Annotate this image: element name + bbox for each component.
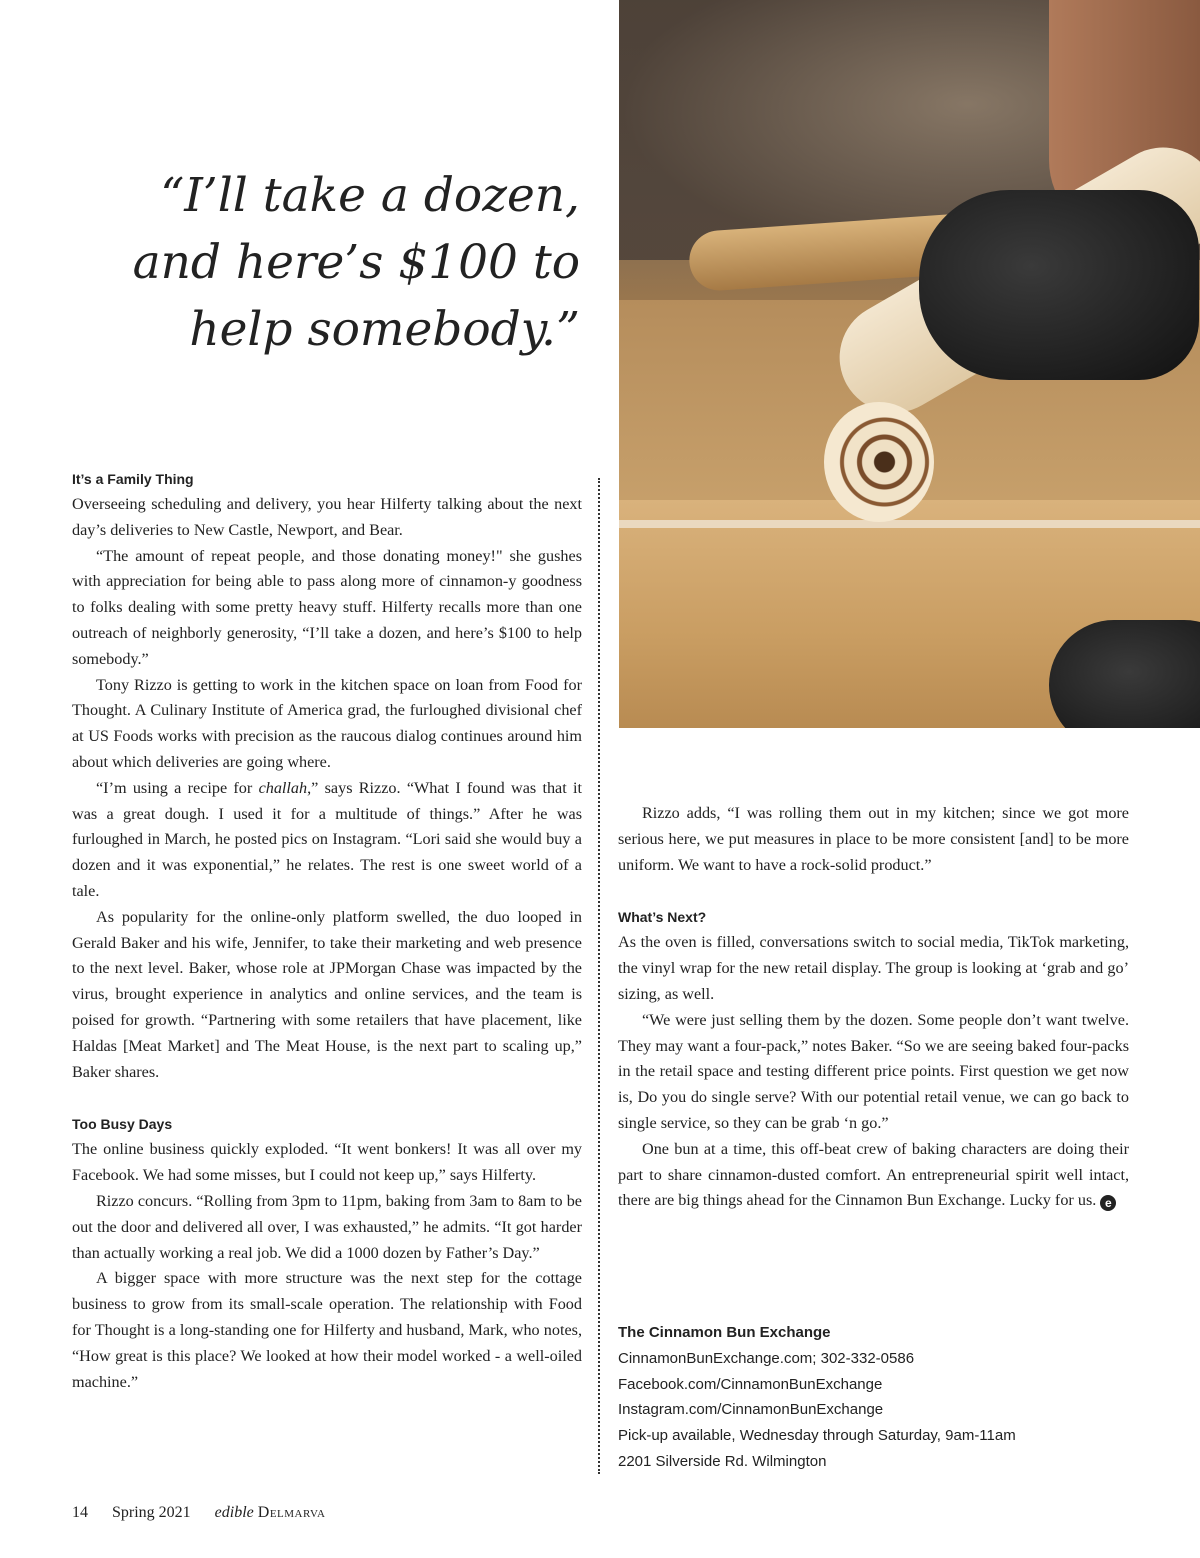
address: 2201 Silverside Rd. Wilmington [618,1452,827,1470]
pull-quote-line-1: “I’ll take a dozen, [160,168,580,223]
paragraph: Tony Rizzo is getting to work in the kitchen space on loan from Food for Thought. A Culinary Institute of America grad, the furloughed divisional chef at US Foods works with precision as the raucous dialog continues around him about which deliveries are going where. [72,675,582,771]
pull-quote-line-2: and here’s $100 to [132,235,580,290]
section-heading-family: It’s a Family Thing [72,471,194,487]
pull-quote [120,162,580,363]
instagram-link: Instagram.com/CinnamonBunExchange [618,1401,884,1419]
page-number: 14 [72,1504,88,1521]
website-phone: CinnamonBunExchange.com; 302-332-0586 [618,1349,915,1367]
gloved-hand [919,190,1199,380]
paragraph [72,776,582,905]
emphasis-challah: challah [258,778,308,797]
cinnamon-roll-photo [619,0,1200,728]
paragraph: Overseeing scheduling and delivery, you hear Hilferty talking about the next day’s deliveries to New Castle, Newport, and Bear. [72,495,582,539]
pull-quote-line-3: help somebody.” [189,302,580,357]
paragraph-text: One bun at a time, this off-beat crew of baking characters are doing their part to share cinnamon-dusted comfort. An entrepreneurial spirit well intact, there are big things ahead for the Cinnamon Bun Exchange. Lucky for us. [618,1139,1129,1210]
section-heading-next: What’s Next? [618,909,707,926]
section-gap [72,1085,582,1111]
paragraph: Rizzo adds, “I was rolling them out in my kitchen; since we got more serious here, we put measures in place to be more consistent [and] to be more uniform. We want to have a rock-solid product.” [618,804,1129,874]
paragraph: “We were just selling them by the dozen. Some people don’t want twelve. They may want a four-pack,” notes Baker. “So we are seeing baked four-packs in the retail space and testing different price points. First question we get now is, Do you do single serve? With our potential retail venue, we can go back to single service, so they can be grab ‘n go.” [618,1010,1129,1132]
section-gap [618,878,1129,904]
issue-date: Spring 2021 [112,1504,191,1521]
paragraph: Rizzo concurs. “Rolling from 3pm to 11pm, baking from 3am to 8am to be out the door and delivered all over, I was exhausted,” he admits. “It got harder than actually working a real job. We did a 1000 dozen by Father’s Day.” [72,1191,582,1262]
paragraph-text: ,” says Rizzo. “What I found was that it was a great dough. I used it for a multitude of things.” After he was furloughed in March, he posted pics on Instagram. “Lori said she would buy a dozen and it was exponential,” he relates. The rest is one sweet world of a tale. [72,778,582,900]
business-info [618,1320,1138,1475]
right-column [618,801,1129,1214]
section-heading-busy: Too Busy Days [72,1116,173,1133]
cinnamon-swirl [824,402,934,522]
gloved-hand-lower [1049,620,1200,728]
brand-delmarva: Delmarva [257,1504,326,1521]
left-column [72,466,582,1395]
paragraph-text: “I’m using a recipe for [96,778,259,797]
paragraph: The online business quickly exploded. “It went bonkers! It was all over my Facebook. We had some misses, but I could not keep up,” says Hilferty. [72,1140,582,1185]
paragraph: As the oven is filled, conversations switch to social media, TikTok marketing, the vinyl wrap for the new retail display. The group is looking at ‘grab and go’ sizing, as well. [618,933,1129,1003]
pickup-hours: Pick-up available, Wednesday through Saturday, 9am-11am [618,1427,1016,1445]
paragraph: A bigger space with more structure was the next step for the cottage business to grow from its small-scale operation. The relationship with Food for Thought is a long-standing one for Hilferty and husband, Mark, who notes, “How great is this place? We looked at how their model worked - a well-oiled machine.” [72,1269,582,1391]
column-divider [598,478,600,1474]
business-name: The Cinnamon Bun Exchange [618,1324,831,1341]
paragraph: “The amount of repeat people, and those donating money!" she gushes with appreciation for being able to pass along more of cinnamon-y goodness to folks dealing with some pretty heavy stuff. Hilferty recalls more than one outreach of neighborly generosity, “I’ll take a dozen, and here’s $100 to help somebody.” [72,546,582,668]
end-mark-icon: e [1100,1195,1116,1211]
photo-sheet-edge [619,520,1200,528]
brand-edible: edible [214,1504,254,1521]
facebook-link: Facebook.com/CinnamonBunExchange [618,1375,883,1393]
paragraph: As popularity for the online-only platform swelled, the duo looped in Gerald Baker and his wife, Jennifer, to take their marketing and web presence to the next level. Baker, whose role at JPMorgan Chase was impacted by the virus, brought experience in analytics and online services, and the team is poised for growth. “Partnering with some retailers that have placement, like Haldas [Meat Market] and The Meat House, is the next part to scaling up,” Baker shares. [72,907,582,1081]
paragraph [618,1137,1129,1214]
page-footer [72,1504,345,1522]
